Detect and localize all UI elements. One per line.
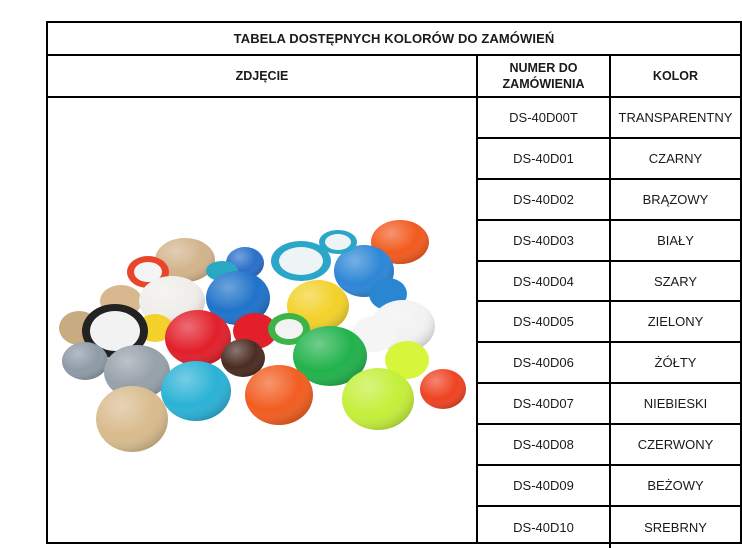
- order-number: DS-40D03: [478, 221, 611, 260]
- order-number: DS-40D00T: [478, 98, 611, 137]
- color-name: NIEBIESKI: [643, 396, 708, 412]
- color-name: SZARY: [653, 273, 698, 289]
- color-name: BRĄZOWY: [642, 191, 709, 207]
- table-row: [478, 180, 740, 221]
- color-name: CZERWONY: [637, 437, 714, 453]
- color-rows: [478, 98, 740, 548]
- table-title: TABELA DOSTĘPNYCH KOLORÓW DO ZAMÓWIEŃ: [48, 23, 740, 56]
- color-name: TRANSPARENTNY: [618, 109, 733, 125]
- order-number: DS-40D08: [478, 425, 611, 464]
- table-body: [48, 98, 740, 542]
- table-row: [478, 302, 740, 343]
- color-name: CZARNY: [648, 150, 703, 166]
- color-name: SREBRNY: [644, 519, 707, 535]
- color-name: BIAŁY: [657, 232, 694, 248]
- color-table: [46, 21, 742, 544]
- header-color: KOLOR: [652, 69, 699, 83]
- table-row: [478, 343, 740, 384]
- order-number: DS-40D09: [478, 466, 611, 505]
- order-number: DS-40D02: [478, 180, 611, 219]
- order-number: DS-40D10: [478, 507, 611, 548]
- table-row: [478, 262, 740, 303]
- table-row: [478, 466, 740, 507]
- color-name: ŻÓŁTY: [654, 355, 697, 371]
- color-name: ZIELONY: [647, 314, 704, 330]
- product-photo: [48, 98, 476, 542]
- header-photo: ZDJĘCIE: [48, 56, 478, 96]
- table-row: [478, 425, 740, 466]
- header-order-number: NUMER DO ZAMÓWIENIA: [478, 56, 611, 96]
- order-number: DS-40D05: [478, 302, 611, 341]
- product-photo-cell: [48, 98, 478, 542]
- color-name: BEŻOWY: [647, 477, 704, 493]
- table-row: [478, 98, 740, 139]
- table-row: [478, 507, 740, 548]
- order-number: DS-40D07: [478, 384, 611, 423]
- table-row: [478, 139, 740, 180]
- table-row: [478, 221, 740, 262]
- table-row: [478, 384, 740, 425]
- header-row: [48, 56, 740, 98]
- order-number: DS-40D01: [478, 139, 611, 178]
- order-number: DS-40D04: [478, 262, 611, 301]
- order-number: DS-40D06: [478, 343, 611, 382]
